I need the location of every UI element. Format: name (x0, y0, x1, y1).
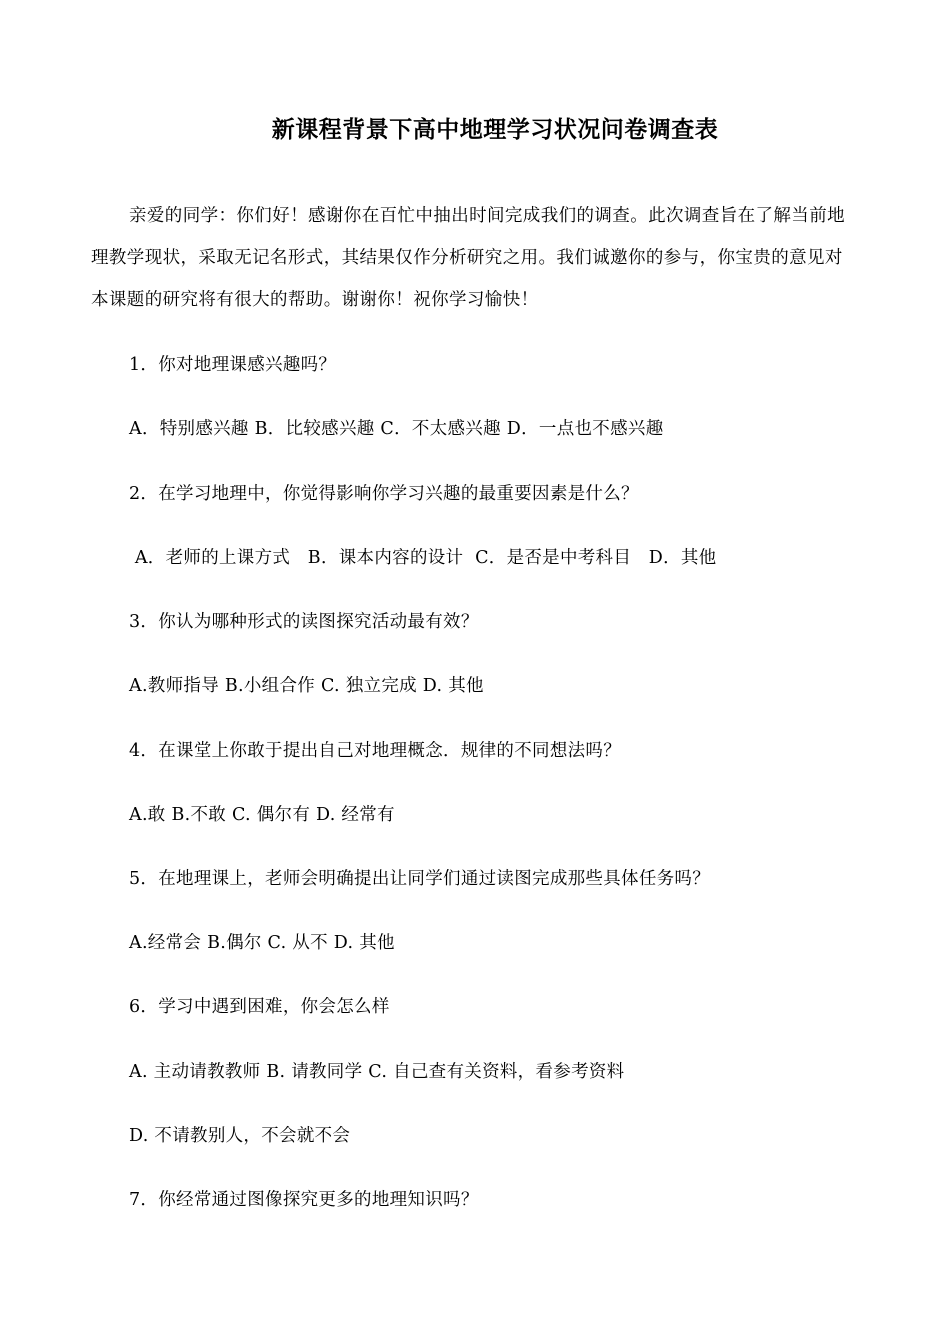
question-3: 3．你认为哪种形式的读图探究活动最有效？ (129, 612, 479, 632)
question-4-options: A.敢 B.不敢 C. 偶尔有 D. 经常有 (129, 805, 395, 825)
question-1-options: A．特别感兴趣 B．比较感兴趣 C．不太感兴趣 D．一点也不感兴趣 (129, 419, 664, 439)
question-5-options: A.经常会 B.偶尔 C. 从不 D. 其他 (129, 933, 395, 953)
question-5: 5．在地理课上，老师会明确提出让同学们通过读图完成那些具体任务吗？ (129, 869, 711, 889)
question-6-options: A. 主动请教教师 B. 请教同学 C. 自己查有关资料，看参考资料 (129, 1062, 625, 1082)
question-3-options: A.教师指导 B.小组合作 C. 独立完成 D. 其他 (129, 676, 484, 696)
question-7: 7．你经常通过图像探究更多的地理知识吗？ (129, 1190, 479, 1210)
question-6-option-d: D. 不请教别人，不会就不会 (129, 1126, 351, 1146)
question-1: 1．你对地理课感兴趣吗？ (129, 355, 337, 375)
question-6: 6．学习中遇到困难，你会怎么样 (129, 997, 390, 1017)
document-title: 新课程背景下高中地理学习状况问卷调查表 (271, 116, 719, 143)
intro-paragraph: 亲爱的同学：你们好！感谢你在百忙中抽出时间完成我们的调查。此次调查旨在了解当前地理教学现状，采取无记名形式，其结果仅作分析研究之用。我们诚邀你的参与，你宝贵的意见对本课题的研究将有很大的帮助。谢谢你！祝你学习愉快！ (91, 206, 845, 310)
question-2-options: A．老师的上课方式 B．课本内容的设计 C．是否是中考科目 D．其他 (129, 548, 717, 568)
question-4: 4．在课堂上你敢于提出自己对地理概念．规律的不同想法吗？ (129, 741, 622, 761)
question-2: 2．在学习地理中，你觉得影响你学习兴趣的最重要因素是什么？ (129, 484, 639, 504)
